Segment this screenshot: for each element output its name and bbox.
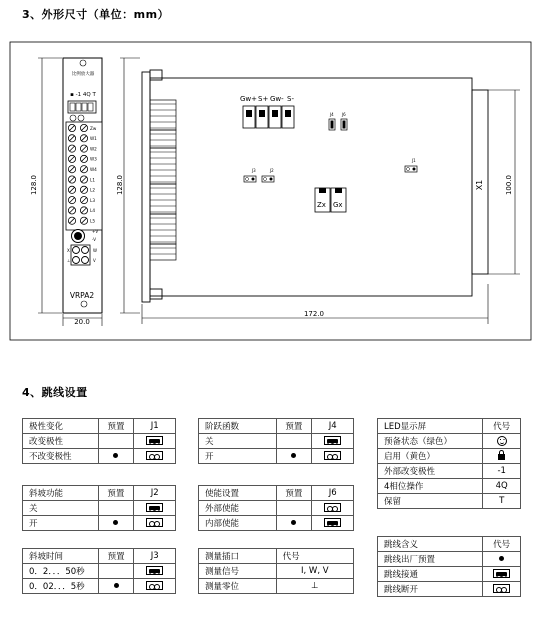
j1-header-function: 极性变化 — [23, 419, 99, 434]
table-j1 — [22, 418, 176, 464]
board-j3-label: J3 — [252, 168, 256, 173]
j4-row2-label: 开 — [199, 449, 277, 464]
led-row5-code: T — [483, 494, 521, 509]
j3-row2-label: 0．02．．．5秒 — [23, 579, 99, 594]
j1-header-preset: 预置 — [98, 419, 134, 434]
led-header-code: 代号 — [483, 419, 521, 434]
j2-header-preset: 预置 — [98, 486, 134, 501]
j1-row1-preset — [98, 434, 134, 449]
table-row — [378, 479, 521, 494]
measure-row2-code: ⊥ — [276, 579, 353, 594]
jumper-closed-icon — [324, 518, 341, 527]
table-led — [377, 418, 521, 509]
legend-header-code: 代号 — [483, 537, 521, 552]
board-j1-label: J1 — [412, 158, 416, 163]
j4-header-preset: 预置 — [276, 419, 312, 434]
terminal-label: L3 — [90, 197, 95, 203]
table-row — [378, 449, 521, 464]
x1-label: X1 — [475, 179, 484, 191]
terminal-label: L4 — [90, 208, 95, 214]
jumper-closed-icon — [146, 436, 163, 445]
jumper-open-icon — [146, 451, 163, 460]
gain-knob-center — [74, 232, 82, 240]
j4-header-code: J4 — [312, 419, 354, 434]
section-4-title: 4、跳线设置 — [22, 386, 88, 399]
table-row — [23, 564, 176, 579]
table-row — [23, 516, 176, 531]
dim-panel-height: 128.0 — [30, 174, 38, 196]
j1-row1-label: 改变极性 — [23, 434, 99, 449]
conn-label-s-plus: S+ — [258, 95, 269, 103]
j2-row2-label: 开 — [23, 516, 99, 531]
preset-dot-icon — [291, 453, 296, 458]
panel-status-line: ▪ -1 4Q T — [70, 92, 96, 98]
conn-label-gw-plus: Gw+ — [240, 95, 258, 103]
zx-label: Zx — [317, 201, 326, 209]
table-row — [23, 434, 176, 449]
dim-board-height: 128.0 — [116, 174, 124, 196]
j1-header-code: J1 — [134, 419, 176, 434]
table-row — [199, 579, 354, 594]
preset-dot-icon — [113, 453, 118, 458]
test-label-x: X — [67, 248, 70, 253]
jumper-open-icon — [324, 503, 341, 512]
j4-row1-label: 关 — [199, 434, 277, 449]
board-j6-label: J6 — [342, 112, 346, 117]
table-row — [378, 582, 521, 597]
table-row — [378, 552, 521, 567]
table-row — [378, 434, 521, 449]
table-measure — [198, 548, 354, 594]
table-row — [199, 434, 354, 449]
jumper-open-icon — [324, 451, 341, 460]
legend-header-meaning: 跳线含义 — [378, 537, 483, 552]
table-row — [199, 564, 354, 579]
j3-header-function: 斜坡时间 — [23, 549, 99, 564]
jumper-open-icon — [146, 581, 163, 590]
j4-header-function: 阶跃函数 — [199, 419, 277, 434]
jumper-open-icon — [493, 584, 510, 593]
table-j3 — [22, 548, 176, 594]
panel-header: 比例放大器 — [71, 72, 95, 77]
lock-icon — [498, 454, 505, 460]
table-legend — [377, 536, 521, 597]
table-row — [378, 494, 521, 509]
test-label-v: V — [93, 258, 96, 263]
j3-header-preset: 预置 — [98, 549, 134, 564]
jumper-closed-icon — [146, 566, 163, 575]
board-j4-label: J4 — [330, 112, 334, 117]
section-3-title: 3、外形尺寸（单位：mm） — [22, 8, 170, 21]
j6-header-function: 使能设置 — [199, 486, 277, 501]
dim-panel-width: 20.0 — [74, 318, 90, 326]
j2-header-code: J2 — [134, 486, 176, 501]
test-label-w: W — [93, 248, 97, 253]
table-row — [199, 501, 354, 516]
table-row — [378, 464, 521, 479]
led-row3-label: 外部改变极性 — [378, 464, 483, 479]
preset-dot-icon — [291, 520, 296, 525]
led-row3-code: -1 — [483, 464, 521, 479]
terminal-label: L5 — [90, 218, 95, 224]
j6-row2-label: 内部使能 — [199, 516, 277, 531]
table-row — [378, 567, 521, 582]
table-j6 — [198, 485, 354, 531]
gx-label: Gx — [333, 201, 343, 209]
jumper-open-icon — [146, 518, 163, 527]
conn-label-gw-minus: Gw- — [270, 95, 284, 103]
jumper-closed-icon — [146, 503, 163, 512]
jumper-closed-icon — [324, 436, 341, 445]
preset-dot-icon — [499, 556, 504, 561]
led-row4-code: 4Q — [483, 479, 521, 494]
conn-label-s-minus: S- — [287, 95, 294, 103]
table-row — [199, 516, 354, 531]
dim-board-length: 172.0 — [303, 310, 325, 318]
table-row — [199, 449, 354, 464]
led-row5-label: 保留 — [378, 494, 483, 509]
terminal-label: W1 — [90, 136, 97, 142]
j3-row1-label: 0．2．．．50秒 — [23, 564, 99, 579]
terminal-label: W4 — [90, 167, 97, 172]
smile-icon — [497, 436, 507, 446]
j2-header-function: 斜坡功能 — [23, 486, 99, 501]
terminal-label: L2 — [90, 187, 95, 193]
jumper-closed-icon — [493, 569, 510, 578]
test-label-ground: ⊥ — [67, 258, 71, 263]
led-row4-label: 4相位操作 — [378, 479, 483, 494]
terminal-label: W3 — [90, 156, 97, 162]
terminal-label: Zw — [90, 125, 97, 131]
table-row — [23, 579, 176, 594]
measure-row1-label: 测量信号 — [199, 564, 277, 579]
led-row1-label: 预备状态（绿色） — [378, 434, 483, 449]
table-j2 — [22, 485, 176, 531]
measure-row1-code: I, W, V — [276, 564, 353, 579]
j1-row2-label: 不改变极性 — [23, 449, 99, 464]
j6-header-code: J6 — [312, 486, 354, 501]
led-header-display: LED显示屏 — [378, 419, 483, 434]
terminal-label: L1 — [90, 177, 95, 183]
preset-dot-icon — [114, 583, 119, 588]
knob-label-minus: -V — [92, 237, 96, 242]
j6-row1-label: 外部使能 — [199, 501, 277, 516]
terminal-label: W2 — [90, 146, 97, 152]
measure-header-code: 代号 — [276, 549, 353, 564]
table-j4 — [198, 418, 354, 464]
board-j2-label: J2 — [270, 168, 274, 173]
panel-model: VRPA2 — [69, 291, 95, 300]
j3-header-code: J3 — [134, 549, 176, 564]
preset-dot-icon — [113, 520, 118, 525]
j2-row1-label: 关 — [23, 501, 99, 516]
legend-row2-label: 跳线接通 — [378, 567, 483, 582]
table-row — [23, 501, 176, 516]
led-row2-label: 启用（黄色） — [378, 449, 483, 464]
legend-row1-label: 跳线出厂预置 — [378, 552, 483, 567]
legend-row3-label: 跳线断开 — [378, 582, 483, 597]
knob-label-plus: +V — [92, 229, 99, 234]
dim-pcb-height: 100.0 — [505, 174, 513, 196]
table-row — [23, 449, 176, 464]
j6-header-preset: 预置 — [276, 486, 312, 501]
measure-row2-label: 测量零位 — [199, 579, 277, 594]
measure-header-socket: 测量插口 — [199, 549, 277, 564]
